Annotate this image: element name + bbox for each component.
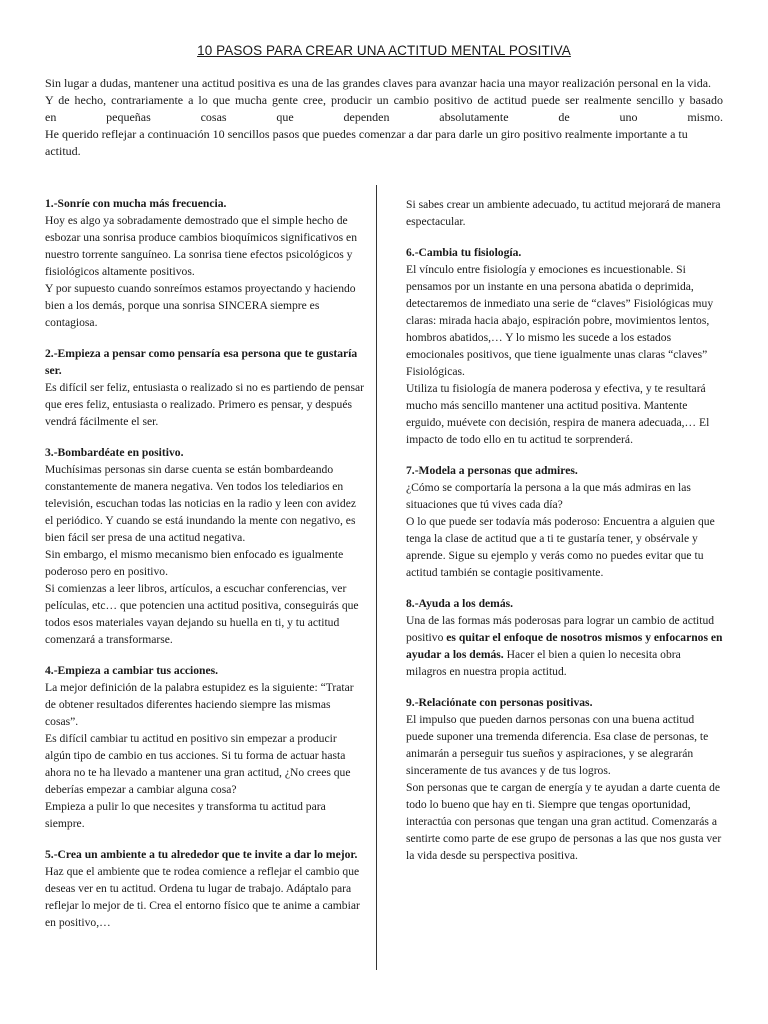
step-paragraph: El vínculo entre fisiología y emociones es incuestionable. Si pensamos por un instante en una persona abatida o deprimida, detectaremos de inmediato una serie de “claves” Fisiológicas muy claras: mirada hacia abajo, espiración pobre, movimientos lentos, hombros abatidos,… Y lo mismo les sucede a los estados emocionales positivos, que tiene igualmente unas claras “claves” Fisiológicas. — [406, 263, 714, 378]
step-paragraph: ¿Cómo se comportaría la persona a la que más admiras en las situaciones que tú vives cada día? — [406, 481, 691, 511]
step-heading: 8.-Ayuda a los demás. — [406, 597, 514, 610]
step-5-continued — [406, 196, 724, 230]
step-3 — [45, 444, 365, 648]
step-5 — [45, 846, 365, 931]
step-paragraph: Hoy es algo ya sobradamente demostrado que el simple hecho de esbozar una sonrisa produce cambios bioquímicos significativos en nuestro torrente sanguíneo. La sonrisa tiene efectos psicológicos y fisiológicos altamente positivos. — [45, 214, 357, 278]
step-9 — [406, 694, 724, 864]
step-paragraph: Empieza a pulir lo que necesites y transforma tu actitud para siempre. — [45, 800, 326, 830]
left-column — [45, 195, 365, 945]
step-paragraph: Son personas que te cargan de energía y te ayudan a darte cuenta de todo lo bueno que hay en ti. Siempre que tengas oportunidad, interactúa con personas que tengan una gran actitud. Comenzarás a sentirte como parte de ese grupo de personas a las que nos gusta ver la vida desde su perspectiva positiva. — [406, 781, 722, 862]
intro-paragraph: en pequeñas cosas que dependen absolutamente de uno mismo. — [45, 110, 723, 124]
step-2 — [45, 345, 365, 430]
step-paragraph: El impulso que pueden darnos personas con una buena actitud puede suponer una tremenda diferencia. Esa clase de personas, te animarán a perseguir tus sueños y aspiraciones, y se alegrarán sinceramente de tus avances y de tus logros. — [406, 713, 709, 777]
step-heading: 4.-Empieza a cambiar tus acciones. — [45, 664, 219, 677]
step-7 — [406, 462, 724, 581]
step-paragraph: Y por supuesto cuando sonreímos estamos proyectando y haciendo bien a los demás, porque una sonrisa SINCERA siempre es contagiosa. — [45, 282, 356, 329]
step-emphasis: es quitar el enfoque de nosotros mismos y enfocarnos en ayudar a los demás. — [406, 631, 723, 661]
step-heading: 3.-Bombardéate en positivo. — [45, 446, 184, 459]
step-text: Una de las formas más poderosas para lograr un cambio de actitud positivo — [406, 614, 715, 644]
intro-section — [45, 75, 723, 160]
step-heading: 2.-Empieza a pensar como pensaría esa persona que te gustaría ser. — [45, 347, 358, 377]
step-paragraph: Utiliza tu fisiología de manera poderosa y efectiva, y te resultará mucho más sencillo mantener una actitud positiva. Mantente erguido, muévete con decisión, respira de manera adecuada,… El impacto de todo ello en tu actitud te sorprenderá. — [406, 382, 710, 446]
column-divider — [376, 185, 377, 970]
step-paragraph: Sin embargo, el mismo mecanismo bien enfocado es igualmente poderoso pero en positivo. — [45, 548, 344, 578]
step-1 — [45, 195, 365, 331]
step-paragraph: Si sabes crear un ambiente adecuado, tu actitud mejorará de manera espectacular. — [406, 198, 721, 228]
step-heading: 6.-Cambia tu fisiología. — [406, 246, 522, 259]
step-heading: 5.-Crea un ambiente a tu alrededor que te invite a dar lo mejor. — [45, 848, 358, 861]
step-paragraph: Muchísimas personas sin darse cuenta se están bombardeando constantemente de manera negativa. Ven todos los telediarios en televisión, escuchan todas las noticias en la radio y leen con avidez el periódico. Y cuando se está inundando la mente con negativo, es bien fácil ser presa de una actitud negativa. — [45, 463, 356, 544]
intro-paragraph: Sin lugar a dudas, mantener una actitud positiva es una de las grandes claves para avanzar hacia una mayor realización personal en la vida. — [45, 76, 712, 90]
step-paragraph: Si comienzas a leer libros, artículos, a escuchar conferencias, ver películas, etc… que potencien una actitud positiva, conseguirás que todos esos materiales vayan dejando su huella en ti, y tu actitud comenzará a transformarse. — [45, 582, 359, 646]
step-4 — [45, 662, 365, 832]
step-6 — [406, 244, 724, 448]
step-paragraph: Es difícil cambiar tu actitud en positivo sin empezar a producir algún tipo de cambio en tus acciones. Si tu forma de actuar hasta ahora no te ha llevado a mantener una gran actitud, ¿No crees que deberías empezar a cambiar alguna cosa? — [45, 732, 351, 796]
step-paragraph: Es difícil ser feliz, entusiasta o realizado si no es partiendo de pensar que eres feliz, entusiasta o realizado. Primero es pensar, y después vendrá fácilmente el ser. — [45, 381, 365, 428]
step-heading: 7.-Modela a personas que admires. — [406, 464, 578, 477]
step-8 — [406, 595, 724, 680]
step-paragraph: La mejor definición de la palabra estupidez es la siguiente: “Tratar de obtener resultados diferentes haciendo siempre las mismas cosas”. — [45, 681, 354, 728]
document-title: 10 PASOS PARA CREAR UNA ACTITUD MENTAL POSITIVA — [197, 43, 571, 58]
intro-paragraph: He querido reflejar a continuación 10 sencillos pasos que puedes comenzar a dar para darle un giro positivo realmente importante a tu actitud. — [45, 127, 688, 158]
step-heading: 9.-Relaciónate con personas positivas. — [406, 696, 593, 709]
step-paragraph: O lo que puede ser todavía más poderoso: Encuentra a alguien que tenga la clase de actitud que a ti te gustaría tener, y obsérvale y aprende. Sigue su ejemplo y verás como no puedes evitar que tu actitud también se contagie positivamente. — [406, 515, 715, 579]
intro-paragraph: Y de hecho, contrariamente a lo que mucha gente cree, producir un cambio positivo de actitud puede ser realmente sencillo y basado — [45, 93, 723, 107]
step-paragraph: Haz que el ambiente que te rodea comience a reflejar el cambio que deseas ver en tu actitud. Ordena tu lugar de trabajo. Adáptalo para reflejar lo mejor de ti. Crea el entorno físico que te anime a cambiar en positivo,… — [45, 865, 360, 929]
step-paragraph — [406, 612, 724, 680]
step-heading: 1.-Sonríe con mucha más frecuencia. — [45, 197, 227, 210]
right-column — [406, 196, 724, 878]
step-text: Hacer el bien a quien lo necesita obra milagros en nuestra propia actitud. — [406, 648, 681, 678]
